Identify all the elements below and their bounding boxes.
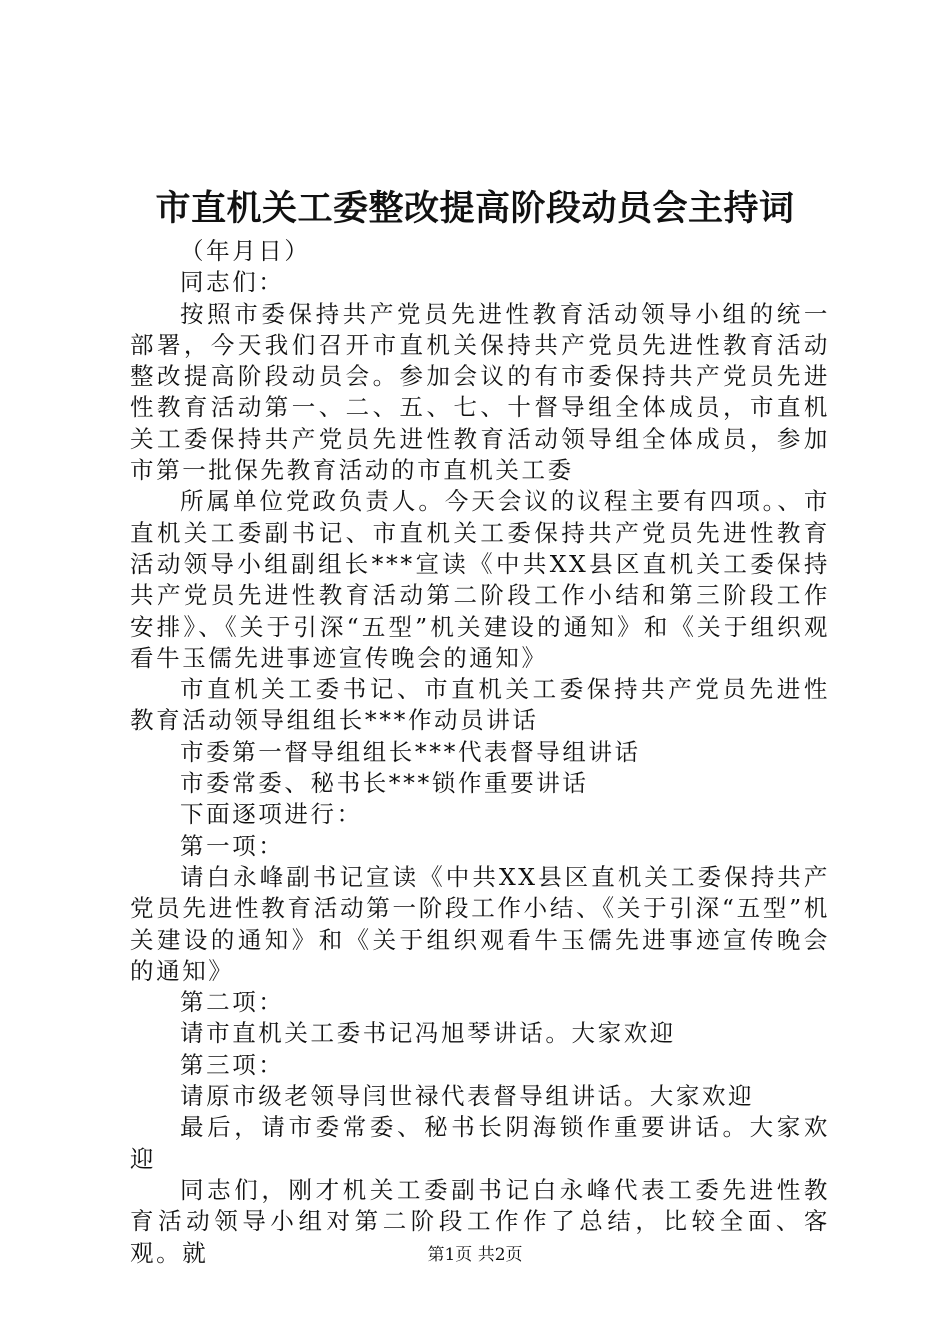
paragraph: 所属单位党政负责人。今天会议的议程主要有四项。、市直机关工委副书记、市直机关工委保持共产党员先进性教育活动领导小组副组长***宣读《中共XX县区直机关工委保持共产党员先进性教育活动第二阶段工作小结和第三阶段工作安排》、《关于引深“五型”机关建设的通知》和《关于组织观看牛玉儒先进事迹宣传晚会的通知》 (130, 487, 830, 672)
paragraph: 市直机关工委书记、市直机关工委保持共产党员先进性教育活动领导组组长***作动员讲话 (130, 675, 830, 735)
salutation: 同志们： (180, 268, 285, 297)
item-heading: 第二项： (180, 988, 285, 1017)
document-body (130, 236, 830, 1269)
item-heading: 第一项： (180, 831, 285, 860)
paragraph: 市委常委、秘书长***锁作重要讲话 (180, 769, 589, 798)
document-title: 市直机关工委整改提高阶段动员会主持词 (155, 188, 795, 229)
paragraph: 按照市委保持共产党员先进性教育活动领导小组的统一部署，今天我们召开市直机关保持共产党员先进性教育活动整改提高阶段动员会。参加会议的有市委保持共产党员先进性教育活动第一、二、五、七、十督导组全体成员，市直机关工委保持共产党员先进性教育活动领导组全体成员，参加市第一批保先教育活动的市直机关工委 (130, 299, 830, 485)
paragraph: 最后，请市委常委、秘书长阴海锁作重要讲话。大家欢迎 (130, 1113, 830, 1173)
date-line: （年月日） (180, 237, 311, 265)
paragraph: 同志们，刚才机关工委副书记白永峰代表工委先进性教育活动领导小组对第二阶段工作作了总结，比较全面、客观。就 (130, 1175, 830, 1267)
paragraph: 市委第一督导组组长***代表督导组讲话 (180, 737, 641, 766)
paragraph: 下面逐项进行： (180, 800, 363, 829)
page-number: 第1页 共2页 (427, 1245, 523, 1265)
paragraph: 请市直机关工委书记冯旭琴讲话。大家欢迎 (180, 1019, 676, 1048)
item-heading: 第三项： (180, 1050, 285, 1079)
paragraph: 请原市级老领导闫世禄代表督导组讲话。大家欢迎 (180, 1082, 755, 1111)
paragraph: 请白永峰副书记宣读《中共XX县区直机关工委保持共产党员先进性教育活动第一阶段工作小结、《关于引深“五型”机关建设的通知》和《关于组织观看牛玉儒先进事迹宣传晚会的通知》 (130, 862, 830, 985)
